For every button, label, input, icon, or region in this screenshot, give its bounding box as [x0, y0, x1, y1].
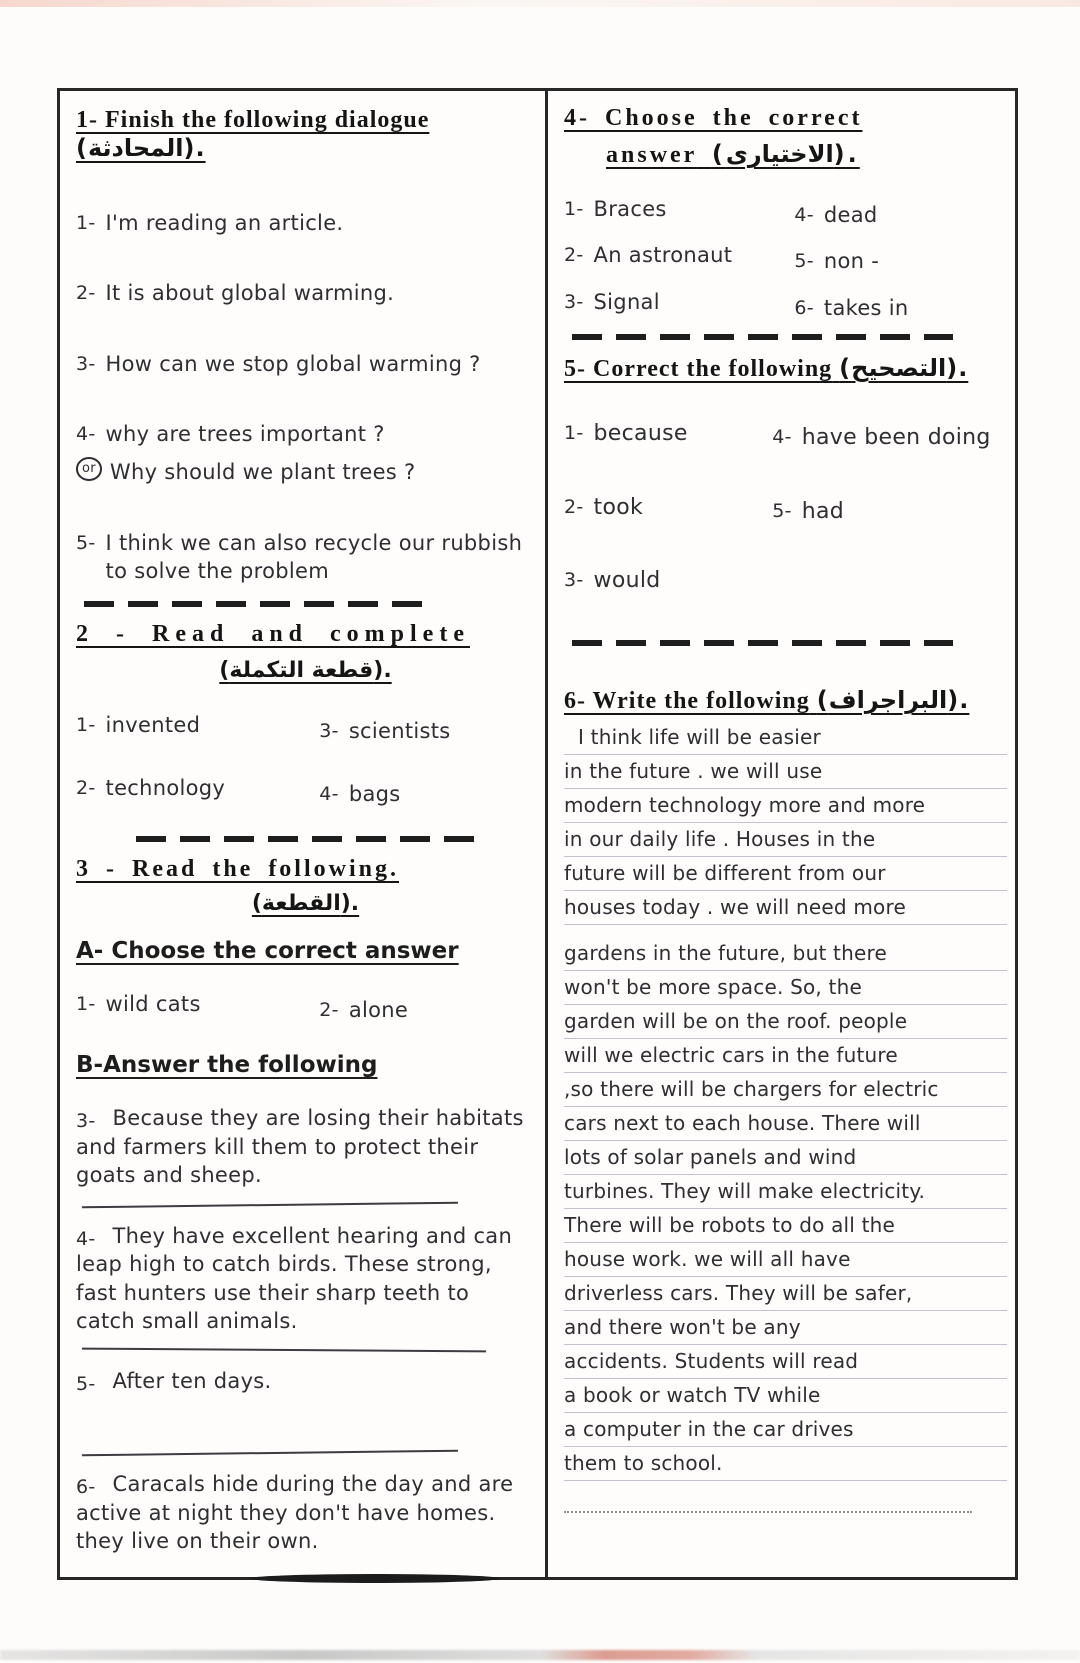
paragraph-line: cars next to each house. There will [564, 1107, 1007, 1141]
answer-text: dead [823, 203, 878, 227]
answer-text: invented [105, 713, 201, 738]
answer-number: 5- [794, 250, 814, 273]
answer-pair-row [564, 566, 1007, 596]
paragraph-line: future will be different from our [564, 857, 1007, 891]
reading-answer-5 [76, 1367, 535, 1396]
paragraph-line: a book or watch TV while [564, 1379, 1007, 1413]
answer-pair-row [564, 195, 1007, 227]
dashed-separator [136, 836, 485, 842]
answer-number: 1- [564, 198, 584, 220]
paragraph-line: ,so there will be chargers for electric [564, 1073, 1007, 1107]
section-5-title-text: 5- Correct the following [564, 356, 833, 383]
section-4-title-text: answer [606, 142, 697, 168]
section-2-title [76, 621, 535, 648]
answer-text: non - [823, 249, 880, 274]
answer-number: 5- [772, 499, 792, 522]
dashed-separator [572, 334, 953, 340]
answer-text: Braces [593, 197, 667, 221]
answer-text: why are trees important ? [105, 422, 385, 447]
section-1-title-arabic: (المحادثة). [76, 134, 206, 162]
section-4-title-arabic: (الاختيارى). [711, 140, 860, 168]
arabic-label: (قطعة التكملة). [219, 658, 392, 684]
answer-pair-row [76, 774, 535, 806]
handwritten-rule [82, 1201, 458, 1208]
dialogue-answer-2 [76, 279, 535, 307]
answer-pair-row [564, 419, 1007, 449]
answer-number: 3- [76, 1110, 96, 1133]
section-4-title [564, 105, 1007, 132]
answer-number: 4- [76, 1227, 96, 1250]
left-column [60, 91, 548, 1577]
paragraph-line: won't be more space. So, the [564, 971, 1007, 1005]
answer-text: because [593, 421, 688, 447]
answer-text: Because they are losing their habitats and farmers kill them to protect their goats and sheep. [76, 1106, 524, 1188]
answer-pair-row [76, 711, 535, 744]
paragraph-line: will we electric cars in the future [564, 1039, 1007, 1073]
answer-number: 4- [794, 204, 814, 226]
handwritten-rule [82, 1450, 458, 1457]
answer-text: Signal [593, 289, 660, 314]
answer-text: It is about global warming. [105, 281, 395, 306]
answer-number: 6- [794, 296, 814, 319]
answer-text: have been doing [801, 425, 991, 451]
section-1-title [76, 107, 535, 163]
answer-text: I'm reading an article. [105, 211, 344, 235]
answer-text: takes in [823, 295, 909, 320]
part-b-header-text: B-Answer the following [76, 1052, 378, 1079]
section-5-title [564, 354, 1007, 383]
correct-answers [564, 419, 1007, 596]
paragraph-answer [564, 721, 1007, 1513]
section-1-title-text: 1- Finish the following dialogue [76, 107, 430, 133]
read-complete-answers [76, 711, 535, 806]
arabic-label: (القطعة). [251, 891, 360, 917]
dialogue-answers [76, 209, 535, 585]
dashed-separator [572, 640, 953, 646]
answer-pair-row [76, 990, 535, 1023]
section-6-title-text: 6- Write the following [564, 688, 810, 715]
answer-number: 2- [564, 244, 584, 267]
paragraph-line: There will be robots to do all the [564, 1209, 1007, 1243]
dialogue-answer-4-alt [76, 458, 535, 486]
section-2-title-arabic [76, 658, 535, 683]
paragraph-line: in our daily life . Houses in the [564, 823, 1007, 857]
answer-text: I think we can also recycle our rubbish to solve the problem [105, 530, 523, 584]
paragraph-line: and there won't be any [564, 1311, 1007, 1345]
answer-number: 2- [76, 776, 96, 799]
answer-number: 1- [76, 993, 96, 1016]
section-3-title-text: 3 - Read the following. [76, 856, 399, 883]
section-6-title [564, 686, 1007, 715]
section-4-title-line2 [564, 140, 1007, 169]
circled-or-mark: or [76, 457, 102, 481]
dialogue-answer-5 [76, 529, 535, 586]
dialogue-answer-4 [76, 420, 535, 448]
paragraph-line: them to school. [564, 1447, 1007, 1481]
paragraph-line: in the future . we will use [564, 755, 1007, 789]
paragraph-line: accidents. Students will read [564, 1345, 1007, 1379]
paragraph-line: driverless cars. They will be safer, [564, 1277, 1007, 1311]
answer-number: 1- [564, 422, 584, 445]
answer-number: 1- [76, 714, 96, 737]
section-4-title-line1: 4- Choose the correct [564, 105, 863, 131]
photo-bottom-edge-shadow [0, 1650, 1080, 1660]
handwritten-rule [82, 1348, 486, 1353]
section-3-title [76, 856, 535, 883]
dashed-separator [84, 601, 433, 607]
answer-pair-row [564, 493, 1007, 523]
answer-text: would [593, 568, 661, 594]
answer-text: alone [348, 998, 409, 1023]
answer-pair-row [564, 288, 1007, 320]
answer-number: 3- [76, 352, 96, 375]
answer-number: 1- [76, 212, 96, 234]
answer-text: Why should we plant trees ? [109, 460, 416, 485]
paragraph-line: I think life will be easier [564, 721, 1007, 755]
answer-number: 5- [76, 1373, 96, 1396]
answer-number: 4- [772, 426, 792, 449]
answer-text: bags [348, 781, 401, 806]
answer-text: technology [105, 775, 226, 800]
part-a-header [76, 938, 535, 964]
section-6-title-arabic: (البراجراف). [816, 686, 970, 715]
answer-number: 5- [76, 531, 96, 554]
section-3-title-arabic [76, 891, 535, 916]
dialogue-answer-1 [76, 209, 535, 237]
paragraph-line: houses today . we will need more [564, 891, 1007, 925]
paragraph-line: house work. we will all have [564, 1243, 1007, 1277]
answer-number: 2- [564, 495, 584, 518]
photo-top-edge-tint [0, 0, 1080, 7]
ink-blob [250, 1574, 500, 1583]
answer-text: wild cats [105, 992, 201, 1017]
answer-number: 4- [76, 423, 96, 446]
answer-number: 2- [76, 282, 96, 305]
answer-number: 3- [319, 720, 339, 743]
paragraph-line: garden will be on the roof. people [564, 1005, 1007, 1039]
exam-sheet [57, 88, 1018, 1580]
answer-text: An astronaut [593, 243, 733, 268]
answer-text: scientists [348, 719, 451, 744]
answer-number: 6- [76, 1476, 96, 1499]
answer-number: 4- [319, 782, 339, 805]
paragraph-line: lots of solar panels and wind [564, 1141, 1007, 1175]
empty-ruled-line [564, 1481, 972, 1513]
answer-number: 2- [319, 999, 339, 1022]
part-a-header-text: A- Choose the correct answer [76, 938, 459, 965]
choose-answers [564, 195, 1007, 320]
section-5-title-arabic: (التصحيح). [839, 354, 969, 383]
paragraph-line: a computer in the car drives [564, 1413, 1007, 1447]
dialogue-answer-3 [76, 350, 535, 378]
paragraph-line: modern technology more and more [564, 789, 1007, 823]
answer-text: After ten days. [112, 1369, 272, 1394]
right-column [548, 91, 1015, 1577]
reading-answer-6 [76, 1470, 535, 1555]
reading-answer-4 [76, 1222, 535, 1336]
paragraph-line: turbines. They will make electricity. [564, 1175, 1007, 1209]
paragraph-line: gardens in the future, but there [564, 937, 1007, 971]
part-b-header [76, 1052, 535, 1078]
answer-text: had [801, 498, 845, 524]
answer-text: They have excellent hearing and can leap high to catch birds. These strong, fast hunters use their sharp teeth to catch small animals. [76, 1223, 513, 1334]
reading-answer-3 [76, 1104, 535, 1189]
answer-text: took [593, 494, 644, 520]
answer-number: 3- [564, 290, 584, 313]
answer-pair-row [564, 241, 1007, 274]
answer-text: Caracals hide during the day and are active at night they don't have homes. they live on their own. [76, 1472, 514, 1554]
section-2-title-text: 2 - Read and complete [76, 621, 470, 648]
answer-number: 3- [564, 569, 584, 592]
answer-text: How can we stop global warming ? [105, 351, 481, 376]
